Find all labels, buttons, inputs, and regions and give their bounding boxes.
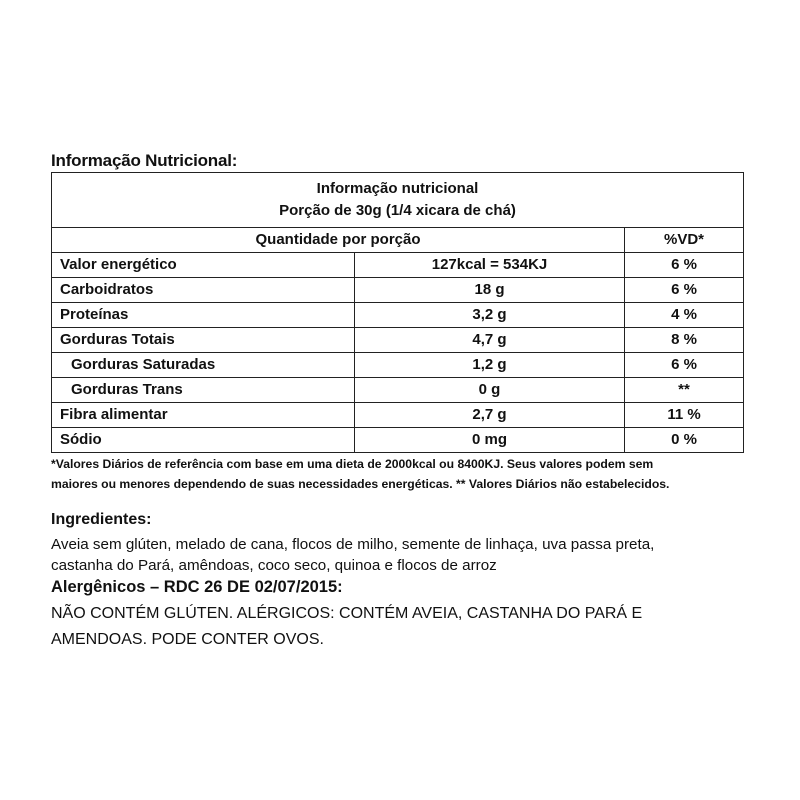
row-name: Gorduras Trans <box>52 378 355 403</box>
row-vd: ** <box>625 378 744 403</box>
footnote <box>51 454 751 494</box>
row-vd: 0 % <box>625 428 744 453</box>
table-row <box>52 353 744 378</box>
table-header-row <box>52 228 744 253</box>
ingredients-text <box>51 534 771 576</box>
row-name: Sódio <box>52 428 355 453</box>
ingredients-title: Ingredientes: <box>51 511 152 528</box>
row-name: Valor energético <box>52 253 355 278</box>
nutrition-table <box>51 172 744 453</box>
row-name: Gorduras Totais <box>52 328 355 353</box>
table-row <box>52 278 744 303</box>
row-vd: 6 % <box>625 353 744 378</box>
footnote-line2: maiores ou menores dependendo de suas necessidades energéticas. ** Valores Diários não estabelecidos. <box>51 477 670 491</box>
nutrition-heading: Informação Nutricional: <box>51 151 238 170</box>
row-vd: 6 % <box>625 253 744 278</box>
row-amount: 4,7 g <box>355 328 625 353</box>
row-amount: 18 g <box>355 278 625 303</box>
row-amount: 127kcal = 534KJ <box>355 253 625 278</box>
table-row <box>52 303 744 328</box>
table-row <box>52 328 744 353</box>
row-vd: 11 % <box>625 403 744 428</box>
table-title-line2: Porção de 30g (1/4 xicara de chá) <box>279 202 516 219</box>
row-amount: 0 mg <box>355 428 625 453</box>
row-vd: 6 % <box>625 278 744 303</box>
ingredients-line1: Aveia sem glúten, melado de cana, flocos de milho, semente de linhaça, uva passa preta, <box>51 536 655 553</box>
table-title-row <box>52 173 744 228</box>
allergens-line1: NÃO CONTÉM GLÚTEN. ALÉRGICOS: CONTÉM AVEIA, CASTANHA DO PARÁ E <box>51 605 643 622</box>
table-row <box>52 403 744 428</box>
table-row <box>52 253 744 278</box>
row-vd: 4 % <box>625 303 744 328</box>
row-name: Proteínas <box>52 303 355 328</box>
ingredients-line2: castanha do Pará, amêndoas, coco seco, quinoa e flocos de arroz <box>51 557 497 574</box>
row-amount: 0 g <box>355 378 625 403</box>
allergens-text <box>51 601 771 653</box>
row-vd: 8 % <box>625 328 744 353</box>
row-amount: 2,7 g <box>355 403 625 428</box>
footnote-line1: *Valores Diários de referência com base em uma dieta de 2000kcal ou 8400KJ. Seus valores podem sem <box>51 457 654 471</box>
allergens-line2: AMENDOAS. PODE CONTER OVOS. <box>51 631 324 648</box>
header-quantity: Quantidade por porção <box>52 228 625 253</box>
allergens-title: Alergênicos – RDC 26 DE 02/07/2015: <box>51 578 343 596</box>
table-title <box>52 173 744 228</box>
row-name: Gorduras Saturadas <box>52 353 355 378</box>
row-amount: 1,2 g <box>355 353 625 378</box>
table-row <box>52 378 744 403</box>
header-vd: %VD* <box>625 228 744 253</box>
row-name: Carboidratos <box>52 278 355 303</box>
row-name: Fibra alimentar <box>52 403 355 428</box>
row-amount: 3,2 g <box>355 303 625 328</box>
table-row <box>52 428 744 453</box>
table-title-line1: Informação nutricional <box>316 180 479 197</box>
